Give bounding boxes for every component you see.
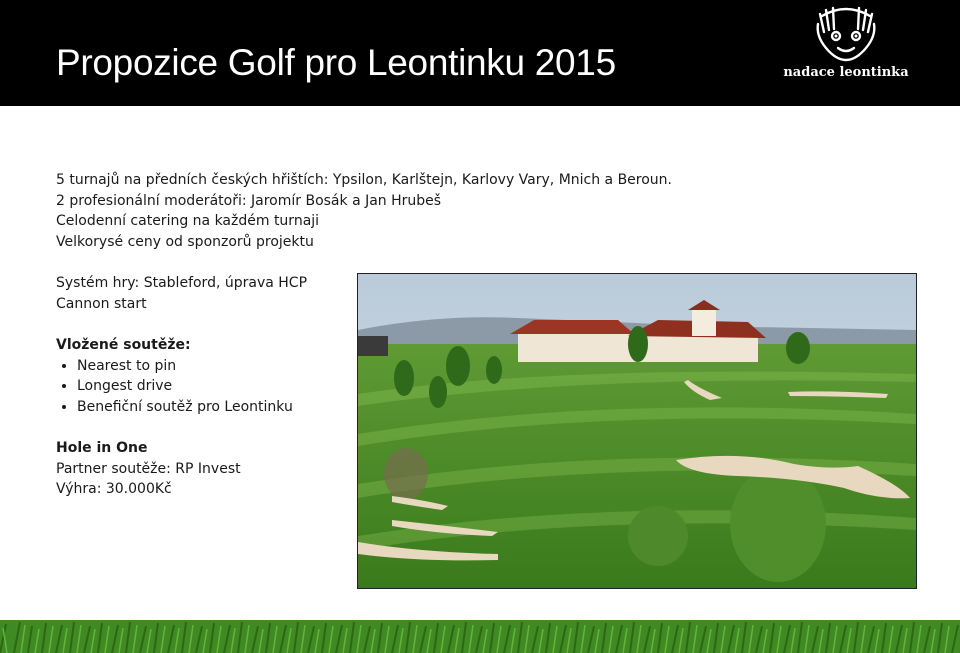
golf-course-photo: [357, 273, 917, 589]
golf-course-illustration: [358, 274, 916, 588]
hands-face-logo-icon: [806, 2, 886, 66]
intro-line-catering: Celodenní catering na každém turnaji: [56, 213, 320, 229]
spacer: [56, 252, 656, 273]
hole-in-one-prize: Výhra: 30.000Kč: [56, 481, 172, 497]
intro-line-moderators: 2 profesionální moderátoři: Jaromír Bosák a Jan Hrubeš: [56, 192, 442, 209]
start-type-line: Cannon start: [56, 295, 147, 312]
intro-line-prizes: Velkorysé ceny od sponzorů projektu: [56, 233, 314, 250]
nadace-leontinka-logo: [780, 2, 912, 88]
competition-item: • Longest drive: [77, 376, 656, 397]
hole-in-one-heading: Hole in One: [56, 440, 148, 456]
grass-strip: [0, 620, 960, 653]
game-system-line: Systém hry: Stableford, úprava HCP: [56, 275, 308, 291]
competitions-heading: Vložené soutěže:: [56, 337, 191, 353]
competition-item: • Benefiční soutěž pro Leontinku: [77, 397, 656, 418]
bare-tree: [384, 448, 428, 500]
hole-in-one-partner: Partner soutěže: RP Invest: [56, 460, 241, 477]
intro-line-venues: 5 turnajů na předních českých hřištích: Ypsilon, Karlštejn, Karlovy Vary, Mnich a Beroun.: [56, 172, 673, 188]
page-title: Propozice Golf pro Leontinku 2015: [56, 42, 616, 83]
logo-text: nadace leontinka: [783, 65, 909, 80]
competition-item: • Nearest to pin: [77, 356, 656, 377]
grass-footer: [0, 620, 960, 653]
header-bar: [0, 0, 960, 106]
